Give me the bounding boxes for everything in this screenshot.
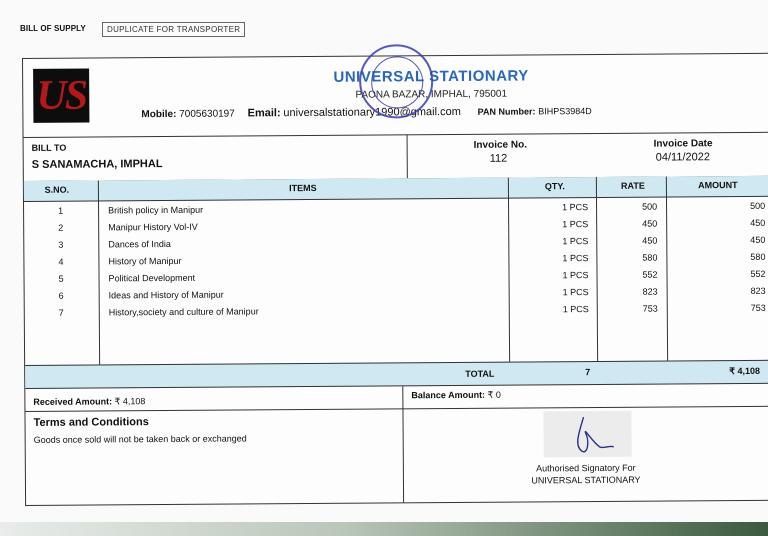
- shop-logo: US: [33, 69, 89, 123]
- stamp-inner-ring: [371, 56, 423, 108]
- bill-to-section: [24, 132, 768, 182]
- cell-rate: 753: [642, 303, 658, 314]
- invoice-date-label: Invoice Date: [653, 138, 713, 150]
- total-amount: ₹ 4,108: [729, 365, 760, 377]
- cell-rate: 580: [642, 252, 658, 263]
- cell-rate: 450: [642, 218, 658, 229]
- col-header-qty: QTY.: [544, 181, 565, 192]
- pan-value: BIHPS3984D: [538, 106, 592, 117]
- cell-sno: 4: [58, 256, 64, 267]
- cell-amount: 500: [750, 200, 766, 211]
- email-label: Email:: [247, 107, 281, 120]
- total-label: TOTAL: [465, 368, 495, 379]
- cell-qty: 1 PCS: [562, 270, 589, 281]
- cell-item: British policy in Manipur: [108, 204, 204, 216]
- signatory-line-2: UNIVERSAL STATIONARY: [531, 474, 641, 486]
- cell-sno: 5: [58, 273, 64, 284]
- cell-qty: 1 PCS: [562, 253, 589, 264]
- shop-address: PAONA BAZAR, IMPHAL, 795001: [355, 88, 508, 101]
- shop-stamp: [359, 44, 434, 119]
- cell-rate: 823: [642, 286, 658, 297]
- cell-item: History,society and culture of Manipur: [108, 306, 259, 318]
- received-value: ₹ 4,108: [114, 396, 146, 407]
- background-strip: [0, 522, 768, 536]
- balance-label: Balance Amount:: [411, 389, 486, 401]
- bill-type-label: BILL OF SUPPLY: [20, 24, 86, 33]
- bill-to-label: BILL TO: [31, 142, 67, 153]
- cell-amount: 450: [750, 217, 766, 228]
- cell-sno: 2: [58, 222, 64, 233]
- cell-item: Ideas and History of Manipur: [108, 289, 224, 301]
- cell-qty: 1 PCS: [562, 236, 589, 247]
- copy-type-badge: DUPLICATE FOR TRANSPORTER: [102, 22, 245, 37]
- cell-qty: 1 PCS: [562, 287, 589, 298]
- mobile-value: 7005630197: [179, 108, 235, 120]
- pan-label: PAN Number:: [477, 106, 536, 117]
- cell-sno: 3: [58, 239, 64, 250]
- terms-text: Goods once sold will not be taken back or exchanged: [33, 433, 247, 445]
- cell-item: Political Development: [108, 272, 196, 284]
- signatory-line-1: Authorised Signatory For: [536, 462, 636, 474]
- cell-item: Dances of India: [108, 238, 171, 250]
- invoice-date-value: 04/11/2022: [655, 151, 711, 164]
- balance-amount: [411, 390, 501, 402]
- terms-title: Terms and Conditions: [33, 416, 149, 429]
- mobile-label: Mobile:: [141, 108, 177, 121]
- invoice-no-label: Invoice No.: [473, 139, 528, 151]
- col-header-sno: S.NO.: [44, 184, 70, 195]
- invoice-no-value: 112: [489, 152, 508, 165]
- signature-image: [543, 411, 631, 458]
- cell-amount: 580: [750, 251, 766, 262]
- divider: [407, 134, 408, 178]
- cell-amount: 823: [750, 285, 766, 296]
- cell-amount: 450: [750, 234, 766, 245]
- cell-sno: 7: [58, 307, 64, 318]
- cell-qty: 1 PCS: [562, 219, 589, 230]
- total-qty: 7: [585, 367, 591, 378]
- cell-rate: 450: [642, 235, 658, 246]
- payment-summary: [25, 384, 768, 412]
- cell-sno: 1: [58, 205, 64, 216]
- shop-contact-line: [141, 105, 591, 120]
- signature-scribble-icon: [543, 411, 631, 458]
- cell-item: History of Manipur: [108, 255, 182, 267]
- col-header-amount: AMOUNT: [698, 180, 738, 191]
- received-label: Received Amount:: [33, 396, 113, 407]
- cell-item: Manipur History Vol-IV: [108, 221, 198, 233]
- invoice-header: [23, 54, 768, 138]
- email-value: universalstationary1990@gmail.com: [283, 105, 461, 120]
- balance-value: ₹ 0: [487, 389, 501, 400]
- invoice-document: [22, 53, 768, 506]
- cell-sno: 6: [58, 290, 64, 301]
- shop-name: UNIVERSAL STATIONARY: [333, 67, 529, 86]
- received-amount: [33, 396, 145, 408]
- cell-qty: 1 PCS: [562, 202, 589, 213]
- bill-to-name: S SANAMACHA, IMPHAL: [31, 158, 163, 171]
- cell-amount: 753: [750, 302, 766, 313]
- col-header-rate: RATE: [620, 180, 645, 191]
- col-header-items: ITEMS: [289, 182, 317, 194]
- items-table-header: [24, 176, 768, 202]
- cell-amount: 552: [750, 268, 766, 279]
- cell-rate: 552: [642, 269, 658, 280]
- cell-qty: 1 PCS: [562, 304, 589, 315]
- cell-rate: 500: [642, 201, 658, 212]
